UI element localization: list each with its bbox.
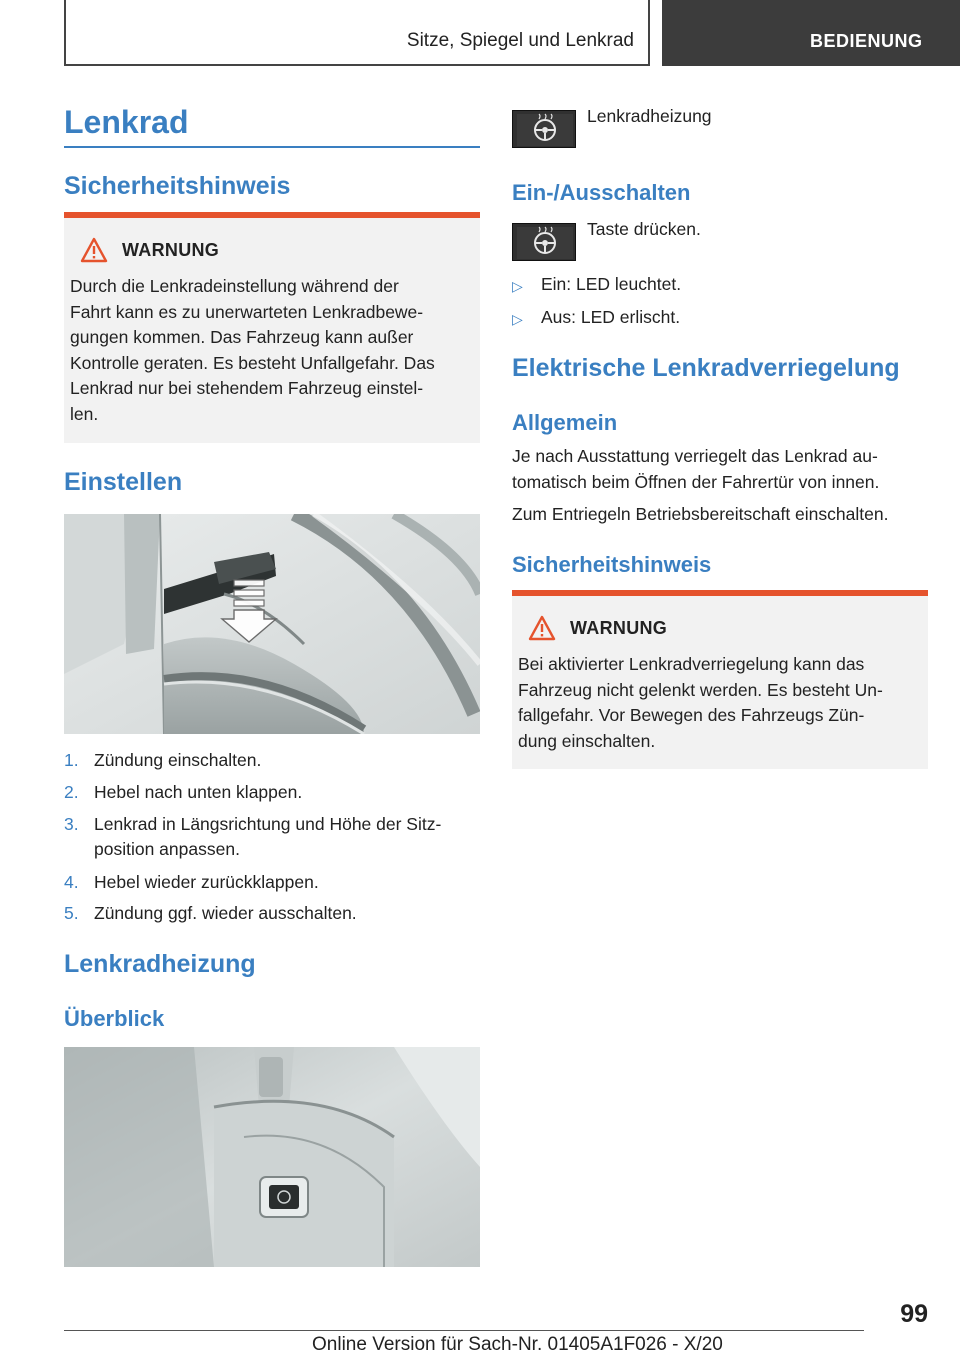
heating-heading: Lenkradheizung <box>64 950 256 978</box>
heating-icon-caption: Lenkradheizung <box>587 106 712 126</box>
page-number: 99 <box>900 1300 928 1328</box>
adjust-heading: Einstellen <box>64 468 183 496</box>
warning-line: Fahrzeug nicht gelenkt werden. Es besteht Un- <box>518 679 883 700</box>
warning-text-2 <box>518 652 883 754</box>
heating-button-press-icon <box>512 223 576 261</box>
header-section-title: Sitze, Spiegel und Lenkrad <box>406 30 634 51</box>
general-line: tomatisch beim Öffnen der Fahrertür von innen. <box>512 471 880 492</box>
warning-label-2: WARNUNG <box>570 618 668 638</box>
page-title: Lenkrad <box>64 104 189 140</box>
general-line: Je nach Ausstattung verriegelt das Lenkrad au- <box>512 446 878 466</box>
header-chapter-tab <box>662 0 960 66</box>
warning-triangle-icon <box>528 615 556 641</box>
step-line: Lenkrad in Längsrichtung und Höhe der Sitz- <box>94 814 442 834</box>
steering-adjust-photo <box>64 514 480 734</box>
warning-line: dung einschalten. <box>518 730 656 751</box>
onoff-heading: Ein-/Ausschalten <box>512 180 691 205</box>
unlock-text: Zum Entriegeln Betriebsbereitschaft einschalten. <box>512 504 889 524</box>
warning-line: Bei aktivierter Lenkradverriegelung kann das <box>518 654 865 674</box>
bullet-off: Aus: LED erlischt. <box>541 307 681 327</box>
header-chapter-label: BEDIENUNG <box>810 31 923 51</box>
general-heading: Allgemein <box>512 410 618 435</box>
step-number: 5. <box>64 903 79 923</box>
bullet-on: Ein: LED leuchtet. <box>541 274 682 294</box>
heating-overview-photo <box>64 1047 480 1267</box>
warning-label-1: WARNUNG <box>122 240 220 260</box>
warning-line: fallgefahr. Vor Bewegen des Fahrzeugs Zün- <box>518 705 865 725</box>
header-section-box <box>64 0 650 66</box>
warning-text-1 <box>70 274 435 427</box>
step-text: Hebel wieder zurückklappen. <box>94 872 319 892</box>
lock-heading: Elektrische Lenkradverriegelung <box>512 354 900 382</box>
warning-box-1 <box>64 212 480 443</box>
footer-online-version: Online Version für Sach-Nr. 01405A1F026 - X/20 <box>312 1334 723 1355</box>
step-number: 3. <box>64 814 79 834</box>
warning-line: Fahrt kann es zu unerwarteten Lenkradbewe- <box>70 301 424 322</box>
warning-triangle-icon <box>80 237 108 263</box>
warning-line: gungen kommen. Das Fahrzeug kann außer <box>70 327 414 347</box>
overview-heading: Überblick <box>64 1006 165 1031</box>
steering-heating-button-icon <box>512 110 576 148</box>
step-number: 2. <box>64 782 79 802</box>
safety-heading-left: Sicherheitshinweis <box>64 172 291 200</box>
warning-line: Kontrolle geraten. Es besteht Unfallgefahr. Das <box>70 352 435 373</box>
warning-box-2 <box>512 590 928 769</box>
triangle-bullet-icon: ▷ <box>512 311 523 327</box>
title-rule <box>64 146 480 148</box>
step-number: 4. <box>64 872 79 892</box>
step-line: position anpassen. <box>94 839 240 859</box>
triangle-bullet-icon: ▷ <box>512 278 523 294</box>
safety-heading-right: Sicherheitshinweis <box>512 552 712 577</box>
press-button-caption: Taste drücken. <box>587 219 701 239</box>
step-number: 1. <box>64 750 79 770</box>
step-text: Hebel nach unten klappen. <box>94 782 303 802</box>
step-text: Zündung einschalten. <box>94 750 262 770</box>
footer-rule <box>64 1330 864 1331</box>
warning-line: len. <box>70 403 99 424</box>
step-text: Zündung ggf. wieder ausschalten. <box>94 903 357 923</box>
warning-line: Lenkrad nur bei stehendem Fahrzeug einstel- <box>70 378 424 398</box>
warning-line: Durch die Lenkradeinstellung während der <box>70 276 399 296</box>
general-text <box>512 444 879 495</box>
step-text <box>94 812 441 862</box>
